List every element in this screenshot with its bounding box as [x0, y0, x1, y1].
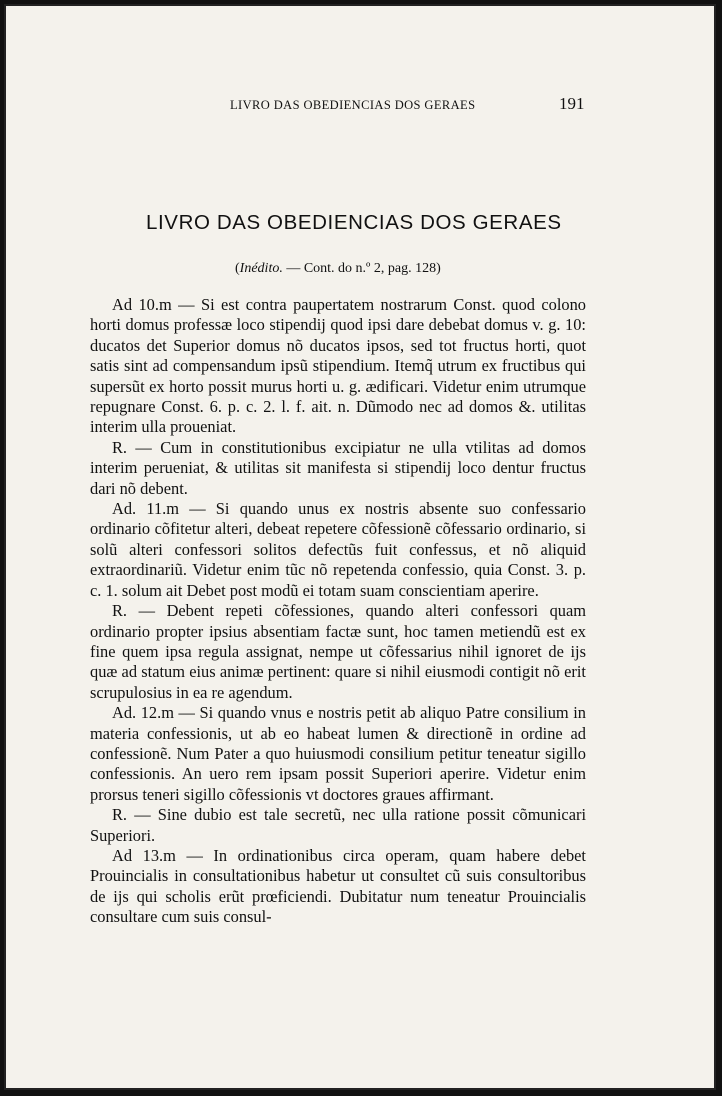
article-subtitle: [235, 261, 441, 277]
subtitle-open: (: [235, 261, 240, 276]
subtitle-rest: — Cont. do n.º 2, pag. 128): [282, 261, 441, 276]
subtitle-italic: Inédito.: [239, 261, 283, 276]
paragraph-ad-11: Ad. 11.m — Si quando unus ex nostris absente suo confessario ordinario cõfitetur alteri, debeat repetere cõfessionẽ cõfessario ordinario, si solũ alteri confessori solitos defectũs fuit confessus, et nõ aliquid extraordinariũ. Videtur enim tũc nõ repetenda confessio, quia Const. 3. p. c. 1. solum ait Debet post modũ ei totam suam conscientiam aperire.: [90, 499, 586, 600]
paragraph-response-10: R. — Cum in constitutionibus excipiatur ne ulla vtilitas ad domos interim perueniat, & utilitas sit manifesta si stipendij loco dentur fructus dari nõ debent.: [90, 437, 586, 498]
paragraph-ad-10: Ad 10.m — Si est contra paupertatem nostrarum Const. quod colono horti domus professæ loco stipendij quod ipsi dare debebat domus v. g. 10: ducatos det Superior domus nõ ducatos ipsos, sed tot fructus horti, quot satis sint ad compensandum ipsũ stipendium. Itemq̃ utrum ex fructibus qui supersũt ex horto possit murus horti u. g. ædificari. Videtur enim utrumque repugnare Const. 6. p. c. 2. l. f. ait. n. Dũmodo nec ad domos &. utilitas interim ulla proueniat.: [90, 295, 586, 437]
paragraph-response-12: R. — Sine dubio est tale secretũ, nec ulla ratione possit cõmunicari Superiori.: [90, 805, 586, 845]
paragraph-response-11: R. — Debent repeti cõfessiones, quando alteri confessori quam ordinario propter ipsius absentiam factæ sunt, hoc tamen metiendũ est ex fine quem ipsa regula assignat, nempe ut cõfessarius nihil ignoret de ijs quæ ad statum eius animæ pertinent: quare si nihil eiusmodi contigit nõ erit scrupulosius in ea re agendum.: [90, 601, 586, 702]
page-number: 191: [559, 94, 585, 113]
running-header: LIVRO DAS OBEDIENCIAS DOS GERAES: [230, 98, 476, 112]
paragraph-ad-13: Ad 13.m — In ordinationibus circa operam, quam habere debet Prouincialis in consultationibus habetur ut consultet cũ suis consultoribus de ijs qui scholis erũt prœficiendi. Dubitatur num teneatur Prouincialis consultare cum suis consul-: [90, 845, 586, 927]
body-text: [90, 295, 586, 928]
article-title: LIVRO DAS OBEDIENCIAS DOS GERAES: [146, 211, 562, 234]
paragraph-ad-12: Ad. 12.m — Si quando vnus e nostris petit ab aliquo Patre consilium in materia confessionis, ut ab eo habeat lumen & directionẽ in ordine ad confessionẽ. Num Pater a quo huiusmodi consilium petitur teneatur sigillo confessionis. An uero rem ipsam possit Superiori aperire. Videtur enim prorsus teneri sigillo cõfessionis vt doctores graues affirmant.: [90, 703, 586, 804]
book-page: [4, 4, 716, 1090]
